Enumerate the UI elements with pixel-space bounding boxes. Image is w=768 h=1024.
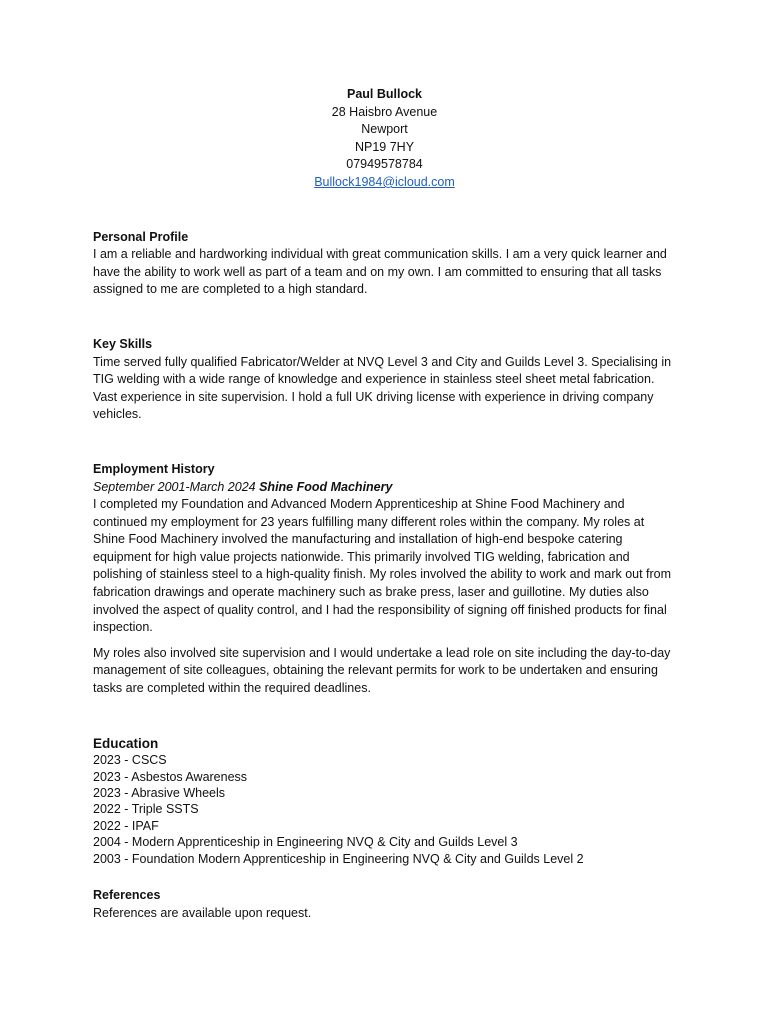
education-item: 2023 - Abrasive Wheels [93,786,226,801]
candidate-name: Paul Bullock [346,87,423,101]
employment-history-section [93,461,676,698]
education-item: 2023 - Asbestos Awareness [93,769,248,784]
education-item: 2022 - Triple SSTS [93,802,199,817]
references-heading: References [93,888,161,903]
email-link[interactable]: Bullock1984@icloud.com [314,174,455,189]
address-town: Newport [361,122,408,137]
key-skills-section [93,336,676,424]
address-postcode: NP19 7HY [354,139,415,154]
references-section [93,887,676,922]
job-heading [93,479,676,497]
education-item: 2022 - IPAF [93,818,159,833]
personal-profile-text: I am a reliable and hardworking individual with great communication skills. I am a very quick learner and have the ability to work well as part of a team and on my own. I am committed to ensuring that all tasks assigned to me are completed to a high standard. [93,247,667,297]
contact-header [93,86,676,192]
personal-profile-heading: Personal Profile [93,229,189,244]
personal-profile-section [93,229,676,299]
employment-history-heading: Employment History [93,461,215,476]
job-description-paragraph-2: My roles also involved site supervision and I would undertake a lead role on site including the day-to-day management of site colleagues, obtaining the relevant permits for work to be undertaken and ensuring tasks are completed within the required deadlines. [93,645,671,696]
education-heading: Education [93,735,159,751]
references-text: References are available upon request. [93,905,312,920]
phone-number: 07949578784 [346,157,423,172]
education-section [93,735,676,867]
job-company: Shine Food Machinery [259,479,393,494]
education-item: 2004 - Modern Apprenticeship in Engineering NVQ & City and Guilds Level 3 [93,835,518,850]
job-description-paragraph-1: I completed my Foundation and Advanced Modern Apprenticeship at Shine Food Machinery and continued my employment for 23 years fulfilling many different roles within the company. My roles at Shine Food Machinery involved the manufacturing and installation of high-end bespoke catering equipment for high value projects nationwide. This primarily involved TIG welding, fabrication and polishing of stainless steel to a high-quality finish. My roles involved the ability to work and mark out from fabrication drawings and operate machinery such as brake press, laser and guillotine. My duties also involved the aspect of quality control, and I had the responsibility of signing off finished products for final inspection. [93,497,672,635]
address-line: 28 Haisbro Avenue [331,104,438,119]
education-item: 2023 - CSCS [93,753,167,768]
education-list [93,752,676,867]
job-period: September 2001-March 2024 [93,479,256,494]
cv-document [93,86,676,922]
key-skills-text: Time served fully qualified Fabricator/Welder at NVQ Level 3 and City and Guilds Level 3. Specialising in TIG welding with a wide range of knowledge and experience in stainless steel sheet metal fabrication. Vast experience in site supervision. I hold a full UK driving license with experience in driving company vehicles. [93,354,672,422]
education-item: 2003 - Foundation Modern Apprenticeship in Engineering NVQ & City and Guilds Level 2 [93,851,584,866]
key-skills-heading: Key Skills [93,336,153,351]
